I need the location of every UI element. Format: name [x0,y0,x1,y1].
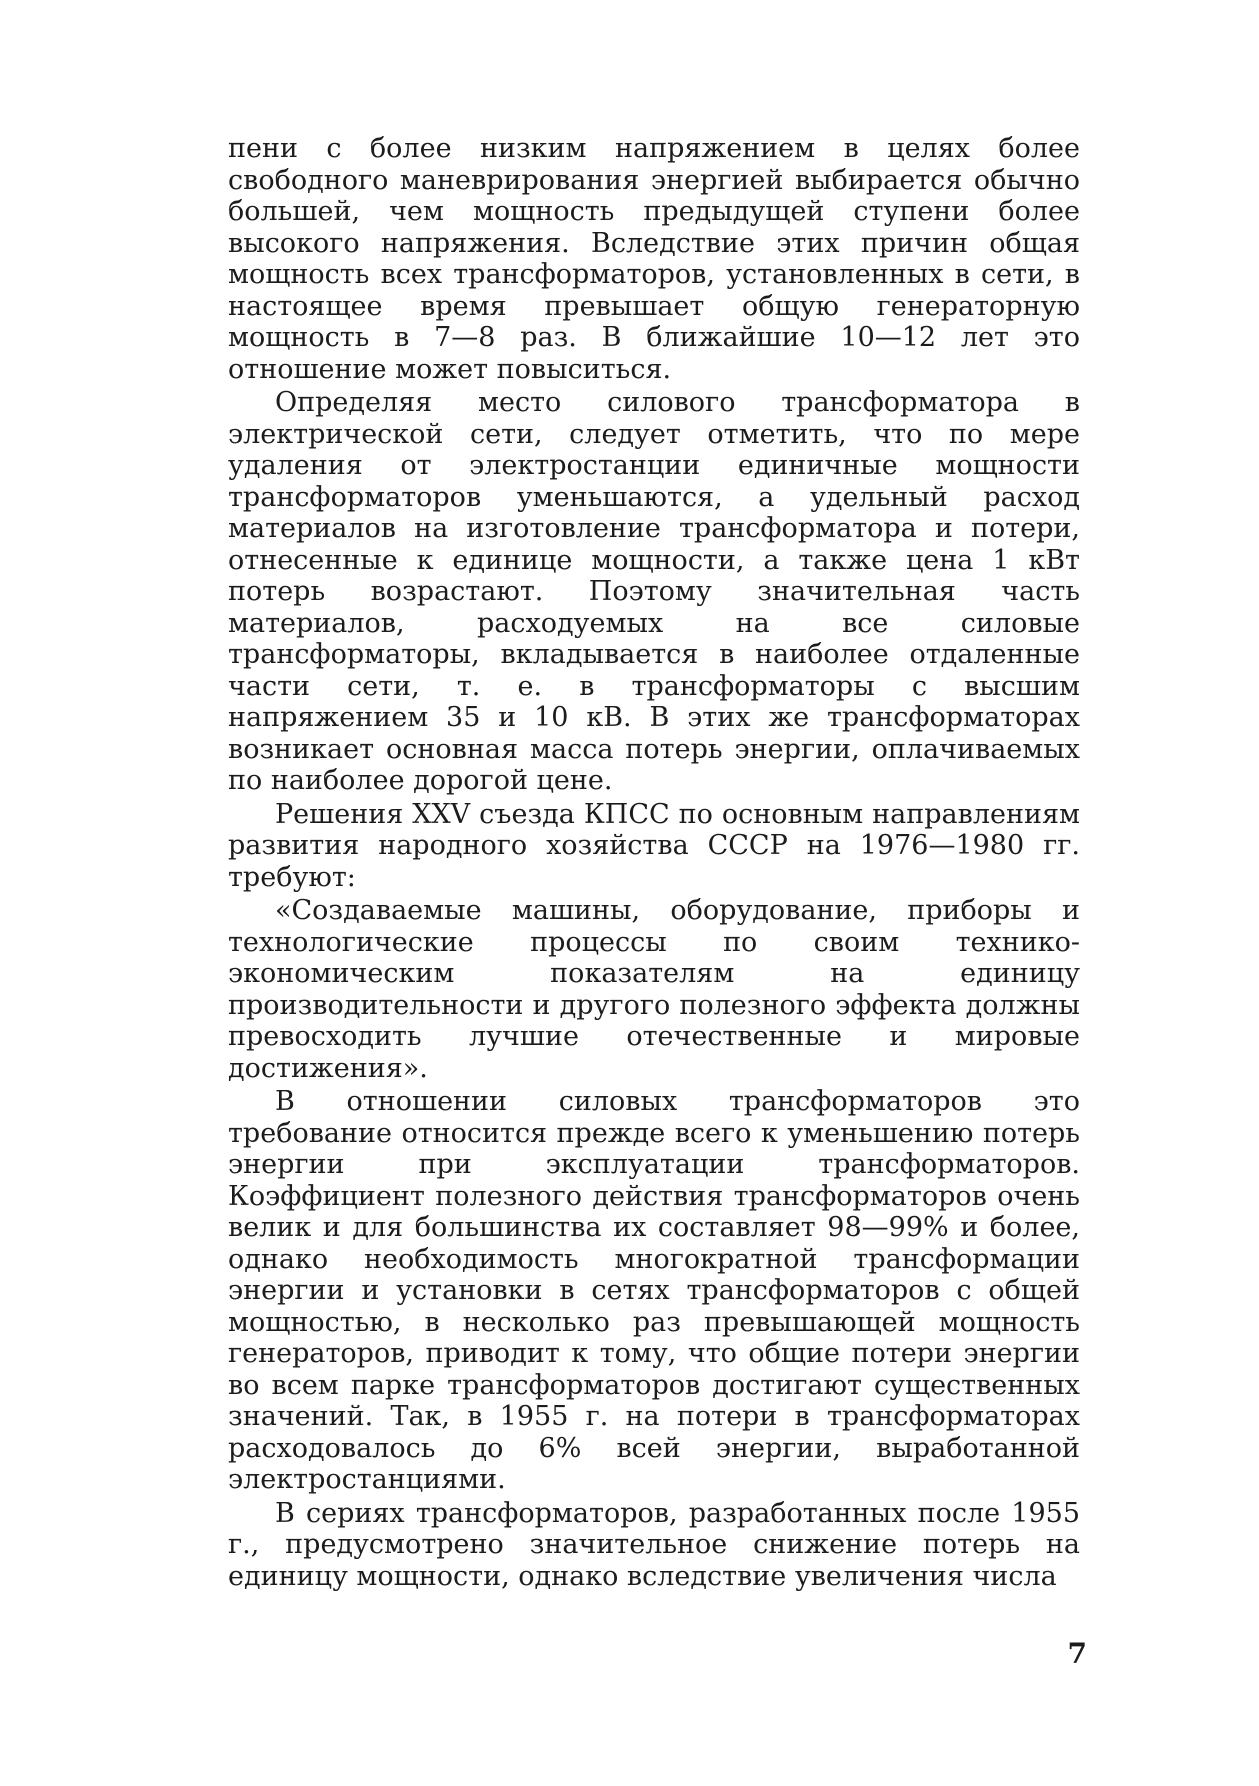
body-text [228,133,1080,1594]
paragraph-continuation: пени с более низким напряжением в целях более свободного маневрирования энергией выбирается обычно большей, чем мощность предыдущей ступени более высокого напряжения. Вследствие этих причин общая мощность всех трансформаторов, установленных в сети, в настоящее время превышает общую генераторную мощность в 7—8 раз. В ближайшие 10—12 лет это отношение может повыситься. [228,133,1080,385]
paragraph-transformer-location: Определяя место силового трансформатора в электрической сети, следует отметить, что по мере удаления от электростанции единичные мощности трансформаторов уменьшаются, а удельный расход материалов на изготовление трансформатора и потери, отнесенные к единице мощности, а также цена 1 кВт потерь возрастают. Поэтому значительная часть материалов, расходуемых на все силовые трансформаторы, вкладывается в наиболее отдаленные части сети, т. е. в трансформаторы с высшим напряжением 35 и 10 кВ. В этих же трансформаторах возникает основная масса потерь энергии, оплачиваемых по наиболее дорогой цене. [228,387,1080,796]
page-number: 7 [1067,1637,1087,1670]
paragraph-energy-losses: В отношении силовых трансформаторов это требование относится прежде всего к уменьшению потерь энергии при эксплуатации трансформаторов. Коэффициент полезного действия трансформаторов очень велик и для большинства их составляет 98—99% и более, однако необходимость многократной трансформации энергии и установки в сетях трансформаторов с общей мощностью, в несколько раз превышающей мощность генераторов, приводит к тому, что общие потери энергии во всем парке трансформаторов достигают существенных значений. Так, в 1955 г. на потери в трансформаторах расходовалось до 6% всей энергии, выработанной электростанциями. [228,1086,1080,1495]
paragraph-quotation: «Создаваемые машины, оборудование, приборы и технологические процессы по своим технико-экономическим показателям на единицу производительности и другого полезного эффекта должны превосходить лучшие отечественные и мировые достижения». [228,895,1080,1084]
paragraph-congress-decisions: Решения XXV съезда КПСС по основным направлениям развития народного хозяйства СССР на 1976—1980 гг. требуют: [228,798,1080,893]
paragraph-transformer-series: В сериях трансформаторов, разработанных после 1955 г., предусмотрено значительное снижение потерь на единицу мощности, однако вследствие увеличения числа [228,1497,1080,1592]
